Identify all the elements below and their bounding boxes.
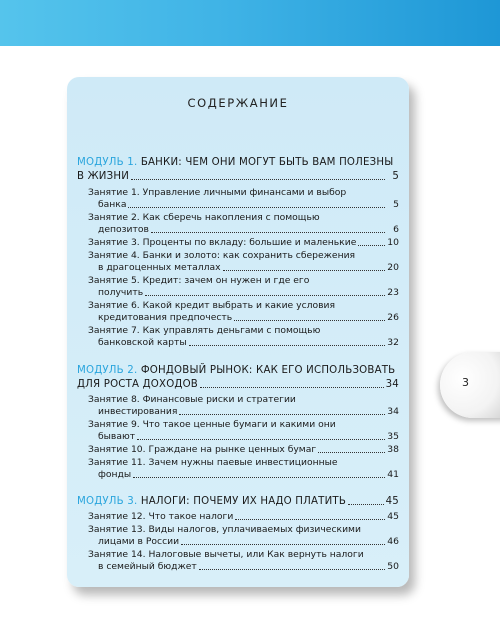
module-title: НАЛОГИ: ПОЧЕМУ ИХ НАДО ПЛАТИТЬ (137, 496, 347, 507)
page-ref: 5 (393, 199, 399, 210)
toc-line-text: в драгоценных металлах (98, 262, 221, 273)
toc-line-text: Занятие 6. Какой кредит выбрать и какие условия (88, 300, 336, 311)
toc-line-text: ДЛЯ РОСТА ДОХОДОВ (77, 379, 198, 390)
toc-line-text: Занятие 12. Что такое налоги (88, 511, 234, 522)
page-number-tab (440, 352, 500, 418)
toc-line-text: В ЖИЗНИ (77, 171, 130, 182)
page-ref: 34 (387, 406, 399, 417)
toc-line (98, 336, 399, 349)
leader-dots (133, 469, 385, 478)
toc-line (98, 311, 399, 324)
toc-line-text: банковской карты (98, 337, 187, 348)
toc-line (98, 405, 399, 418)
page-ref: 41 (387, 469, 399, 480)
toc-line-text: получить (98, 287, 144, 298)
page-ref: 6 (393, 224, 399, 235)
module-2-heading (77, 364, 399, 377)
toc-line-text: Занятие 11. Зачем нужны паевые инвестиционные (88, 457, 338, 468)
toc-line (77, 378, 399, 391)
toc-line-text: кредитования предпочесть (98, 312, 233, 323)
toc-line (98, 198, 399, 211)
toc-line-text: фонды (98, 469, 132, 480)
toc-line-text: Занятие 9. Что такое ценные бумаги и какими они (88, 419, 336, 430)
module-3-heading (77, 495, 399, 508)
module-title: БАНКИ: ЧЕМ ОНИ МОГУТ БЫТЬ ВАМ ПОЛЕЗНЫ (137, 157, 394, 168)
leader-dots (199, 561, 385, 570)
toc-line (98, 430, 399, 443)
toc-line-text: Занятие 14. Налоговые вычеты, или Как вернуть налоги (88, 549, 364, 560)
toc-line-text: в семейный бюджет (98, 561, 197, 572)
toc-line-text: Занятие 2. Как сберечь накопления с помощью (88, 212, 320, 223)
page-ref: 38 (387, 444, 399, 455)
table-of-contents-panel (67, 77, 409, 587)
page-ref: 46 (387, 536, 399, 547)
toc-line-text: Занятие 4. Банки и золото: как сохранить сбережения (88, 250, 356, 261)
toc-line-text: депозитов (98, 224, 149, 235)
page-ref: 20 (387, 262, 399, 273)
page-ref: 34 (385, 379, 399, 390)
top-color-band (0, 0, 500, 46)
toc-line (77, 170, 399, 183)
page-ref: 35 (387, 431, 399, 442)
toc-line (88, 236, 399, 249)
leader-dots (189, 337, 385, 346)
toc-line (98, 468, 399, 481)
leader-dots (145, 287, 385, 296)
page-ref: 32 (387, 337, 399, 348)
toc-line-text: бывают (98, 431, 136, 442)
leader-dots (151, 224, 385, 233)
module-number: МОДУЛЬ 3. (77, 496, 138, 507)
page-ref: 50 (387, 561, 399, 572)
toc-line (98, 560, 399, 573)
leader-dots (181, 536, 385, 545)
leader-dots (234, 312, 385, 321)
module-1-heading (77, 156, 399, 169)
page-ref: 5 (392, 171, 399, 182)
toc-line (98, 261, 399, 274)
toc-line-text: Занятие 3. Проценты по вкладу: большие и маленькие (88, 237, 357, 248)
toc-title: СОДЕРЖАНИЕ (187, 96, 289, 110)
page-number: 3 (462, 376, 469, 389)
page-ref: 10 (387, 237, 399, 248)
module-number: МОДУЛЬ 2. (77, 365, 138, 376)
toc-line-text: Занятие 10. Граждане на рынке ценных бумаг (88, 444, 317, 455)
page-ref: 23 (387, 287, 399, 298)
leader-dots (235, 511, 385, 520)
module-title: ФОНДОВЫЙ РЫНОК: КАК ЕГО ИСПОЛЬЗОВАТЬ (137, 365, 396, 376)
toc-line (88, 510, 399, 523)
toc-line-text: Занятие 13. Виды налогов, уплачиваемых физическими (88, 524, 361, 535)
module-number: МОДУЛЬ 1. (77, 157, 138, 168)
toc-line-text: банка (98, 199, 127, 210)
toc-line-text: Занятие 7. Как управлять деньгами с помощью (88, 325, 321, 336)
page-ref: 45 (387, 511, 399, 522)
leader-dots (137, 431, 385, 440)
leader-dots (200, 379, 384, 388)
toc-line (98, 286, 399, 299)
leader-dots (358, 237, 385, 246)
toc-line (98, 223, 399, 236)
leader-dots (223, 262, 385, 271)
toc-line-text: инвестирования (98, 406, 178, 417)
leader-dots (179, 406, 385, 415)
toc-line-text: лицами в России (98, 536, 180, 547)
toc-line (88, 443, 399, 456)
toc-line-text: Занятие 5. Кредит: зачем он нужен и где его (88, 275, 310, 286)
leader-dots (318, 444, 385, 453)
leader-dots (131, 171, 385, 180)
toc-line-text: Занятие 8. Финансовые риски и стратегии (88, 394, 296, 405)
leader-dots (348, 496, 384, 505)
leader-dots (128, 199, 385, 208)
page-ref: 26 (387, 312, 399, 323)
toc-line (98, 535, 399, 548)
toc-line-text: Занятие 1. Управление личными финансами и выбор (88, 187, 347, 198)
page-ref: 45 (385, 496, 399, 507)
